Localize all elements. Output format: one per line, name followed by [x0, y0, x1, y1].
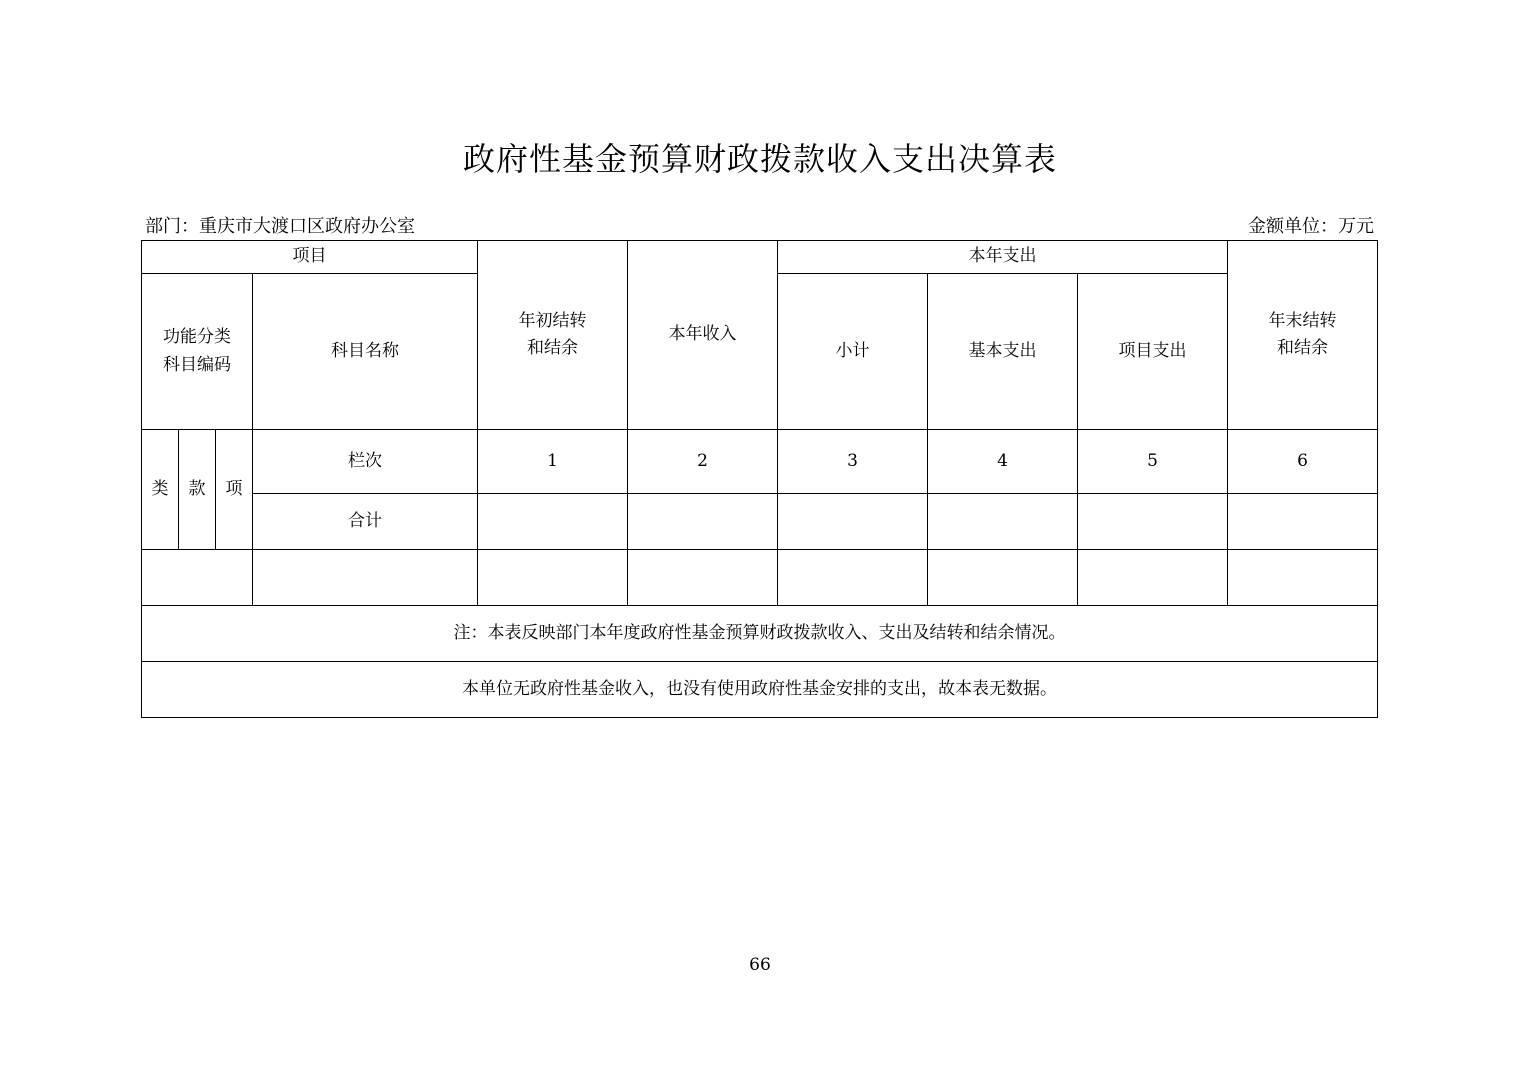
header-subtotal: 小计	[778, 274, 928, 430]
header-current-income: 本年收入	[628, 241, 778, 430]
header-project: 项目	[142, 241, 478, 274]
header-basic-expense: 基本支出	[928, 274, 1078, 430]
total-cell	[1228, 494, 1378, 550]
note-row: 注：本表反映部门本年度政府性基金预算财政拨款收入、支出及结转和结余情况。	[142, 606, 1378, 662]
total-cell	[778, 494, 928, 550]
column-number-5: 5	[1078, 430, 1228, 494]
header-subject-name: 科目名称	[253, 274, 478, 430]
header-opening-balance: 年初结转 和结余	[478, 241, 628, 430]
empty-cell	[253, 550, 478, 606]
empty-cell	[1078, 550, 1228, 606]
empty-cell	[928, 550, 1078, 606]
column-number-3: 3	[778, 430, 928, 494]
unit-label: 金额单位：万元	[1248, 216, 1374, 237]
header-project-expense: 项目支出	[1078, 274, 1228, 430]
page-title: 政府性基金预算财政拨款收入支出决算表	[462, 140, 1057, 178]
empty-cell	[1228, 550, 1378, 606]
department-label: 部门：重庆市大渡口区政府办公室	[145, 216, 415, 237]
total-label: 合计	[253, 494, 478, 550]
empty-cell	[142, 550, 253, 606]
empty-cell	[778, 550, 928, 606]
column-number-6: 6	[1228, 430, 1378, 494]
header-closing-balance: 年末结转 和结余	[1228, 241, 1378, 430]
total-cell	[928, 494, 1078, 550]
total-row	[142, 494, 1378, 550]
column-number-2: 2	[628, 430, 778, 494]
kuan-label: 款	[179, 430, 216, 550]
budget-table	[141, 240, 1378, 718]
lei-label: 类	[142, 430, 179, 550]
column-number-row	[142, 430, 1378, 494]
page-number: 66	[749, 955, 771, 975]
no-data-note: 本单位无政府性基金收入，也没有使用政府性基金安排的支出，故本表无数据。	[142, 662, 1378, 718]
header-func-code: 功能分类 科目编码	[142, 274, 253, 430]
total-cell	[628, 494, 778, 550]
column-number-4: 4	[928, 430, 1078, 494]
column-row-label: 栏次	[253, 430, 478, 494]
total-cell	[478, 494, 628, 550]
empty-cell	[628, 550, 778, 606]
empty-row	[142, 550, 1378, 606]
empty-cell	[478, 550, 628, 606]
xiang-label: 项	[216, 430, 253, 550]
header-current-expense: 本年支出	[778, 241, 1228, 274]
column-number-1: 1	[478, 430, 628, 494]
total-cell	[1078, 494, 1228, 550]
